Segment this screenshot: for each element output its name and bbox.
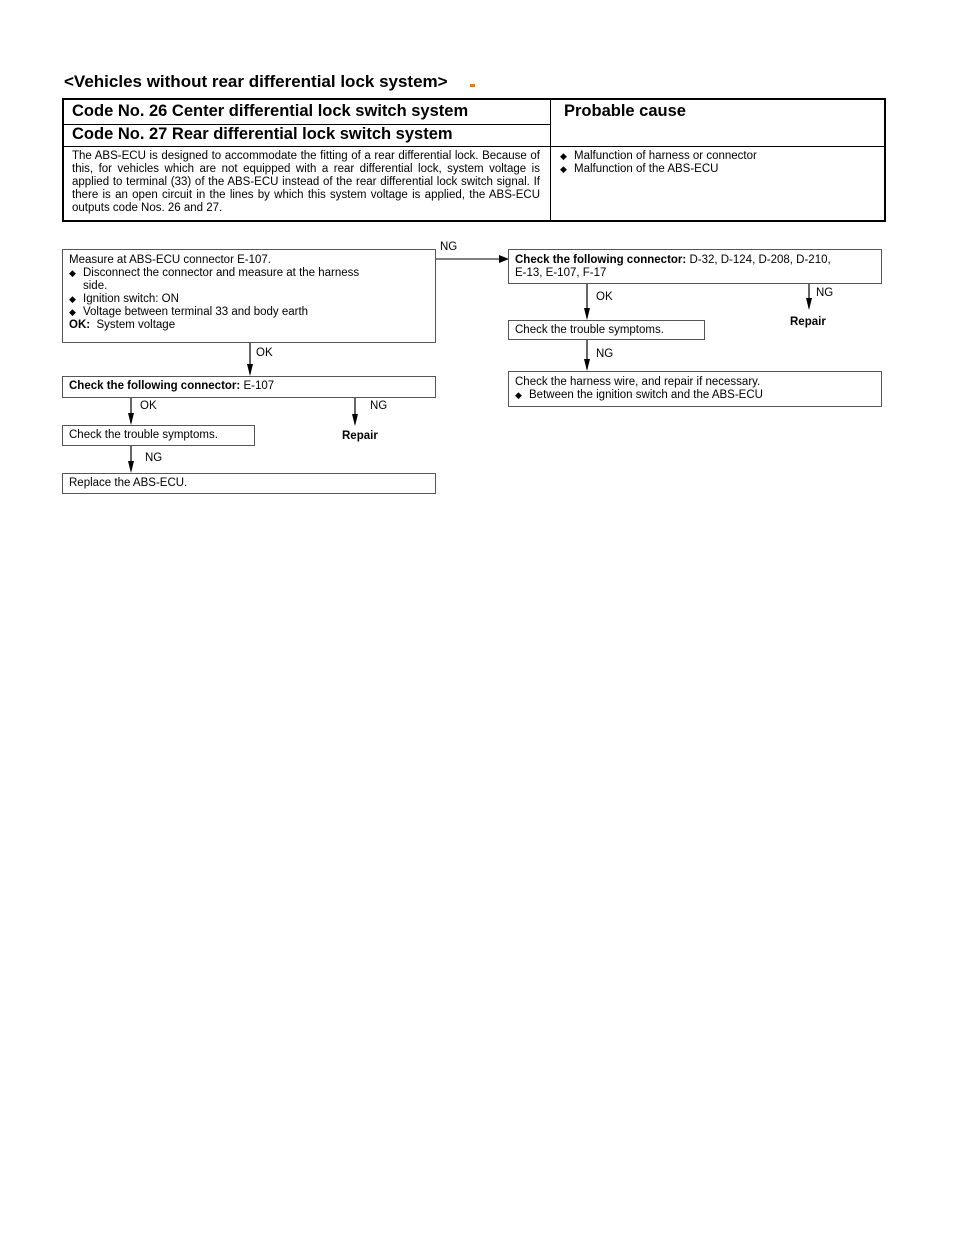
code-26-title: Code No. 26 Center differential lock switch system	[72, 102, 469, 120]
ng-label: NG	[596, 348, 614, 360]
measure-bullet-cont: side.	[83, 280, 108, 292]
ok-label: OK	[596, 291, 613, 303]
check-connector-multi-box	[508, 249, 882, 284]
harness-bullet: ◆ Between the ignition switch and the ABS-ECU	[515, 389, 875, 402]
repair-label: Repair	[790, 316, 826, 328]
repair-label: Repair	[342, 430, 378, 442]
measure-bullet: ◆ Ignition switch: ON	[69, 293, 429, 306]
ng-label: NG	[145, 452, 163, 464]
check-connector-label: Check the following connector:	[515, 254, 687, 266]
harness-title: Check the harness wire, and repair if necessary.	[515, 376, 761, 388]
ng-label: NG	[440, 241, 458, 253]
cause-item: ◆ Malfunction of the ABS-ECU	[560, 163, 757, 176]
ok-criteria-label: OK:	[69, 319, 91, 331]
check-connector-label: Check the following connector:	[69, 380, 241, 392]
cause-item: ◆ Malfunction of harness or connector	[560, 150, 757, 163]
section-heading: <Vehicles without rear differential lock system>	[64, 72, 448, 91]
connector-e107: E-107	[243, 380, 275, 392]
ok-label: OK	[256, 347, 273, 359]
connector-list: D-32, D-124, D-208, D-210,	[689, 254, 831, 266]
ok-criteria-value: System voltage	[96, 319, 176, 331]
harness-check-box	[508, 371, 882, 407]
trouble-symptoms-right-box: Check the trouble symptoms.	[508, 320, 705, 340]
connector-list: E-13, E-107, F-17	[515, 267, 607, 279]
ng-label: NG	[370, 400, 388, 412]
measure-bullet: ◆ Disconnect the connector and measure at the harness	[69, 267, 429, 280]
ok-label: OK	[140, 400, 157, 412]
measure-step-box	[62, 249, 436, 343]
ng-label: NG	[816, 287, 834, 299]
code-description: The ABS-ECU is designed to accommodate the fitting of a rear differential lock. Because of this, for vehicles which are not equipped with a rear differential lock, system voltage is applied to terminal (33) of the ABS-ECU instead of the rear differential lock switch signal. If there is an open circuit in the lines by which this system voltage is applied, the ABS-ECU outputs code Nos. 26 and 27.	[72, 150, 540, 214]
measure-title: Measure at ABS-ECU connector E-107.	[69, 254, 271, 266]
code-27-title: Code No. 27 Rear differential lock switch system	[72, 125, 453, 143]
measure-bullet: ◆ Voltage between terminal 33 and body earth	[69, 306, 429, 319]
probable-cause-header: Probable cause	[564, 102, 686, 120]
trouble-symptoms-left-box: Check the trouble symptoms.	[62, 425, 255, 446]
check-connector-e107-box	[62, 376, 436, 398]
replace-ecu-box: Replace the ABS-ECU.	[62, 473, 436, 494]
